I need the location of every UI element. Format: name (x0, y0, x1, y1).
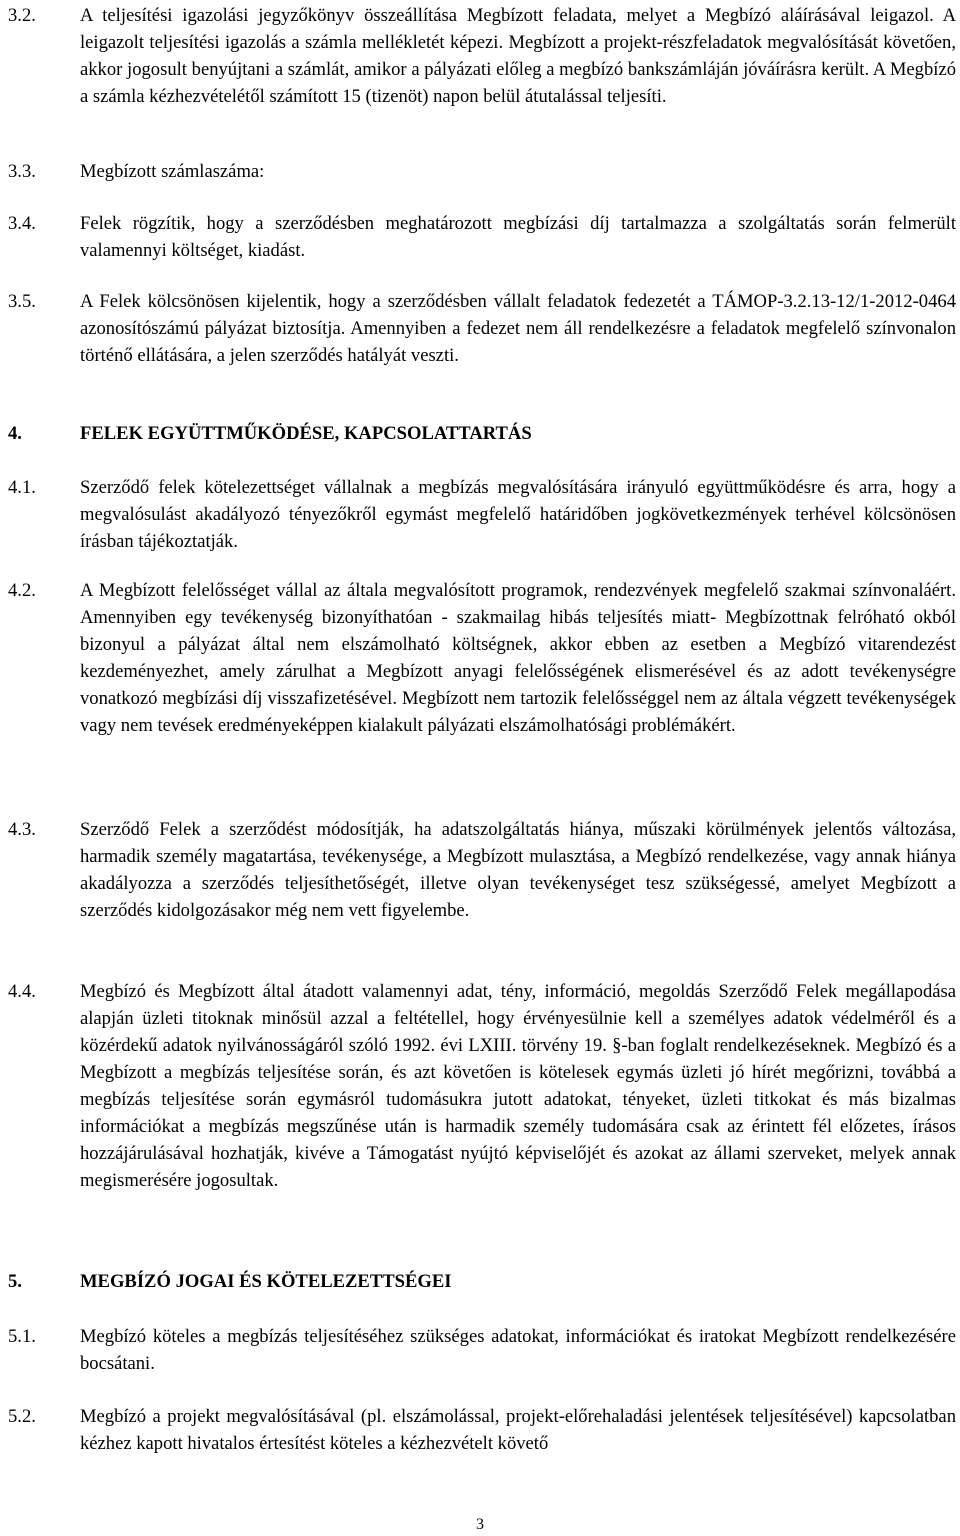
section-3-5 (8, 288, 956, 369)
section-3-3 (8, 158, 956, 185)
heading-5 (8, 1268, 956, 1295)
section-number: 4.2. (8, 580, 36, 601)
section-text: A teljesítési igazolási jegyzőkönyv összeállítása Megbízott feladata, melyet a Megbízó aláírásával leigazol. A leigazolt teljesítési igazolás a számla mellékletét képezi. Megbízott a projekt-részfeladatok megvalósítását követően, akkor jogosult benyújtani a számlát, amikor a pályázati előleg a megbízó bankszámláján jóváírásra került. A Megbízó a számla kézhezvételétől számított 15 (tizenöt) napon belül átutalással teljesíti. (80, 5, 956, 107)
section-text: A Felek kölcsönösen kijelentik, hogy a szerződésben vállalt feladatok fedezetét a TÁMOP-3.2.13-12/1-2012-0464 azonosítószámú pályázat biztosítja. Amennyiben a fedezet nem áll rendelkezésre a feladatok megfelelő színvonalon történő ellátására, a jelen szerződés hatályát veszti. (80, 291, 956, 366)
section-number: 4.4. (8, 981, 36, 1002)
section-3-4 (8, 210, 956, 264)
section-4-3 (8, 816, 956, 924)
section-number: 3.5. (8, 291, 36, 312)
section-number: 4.3. (8, 819, 36, 840)
heading-4 (8, 420, 956, 447)
section-text: A Megbízott felelősséget vállal az általa megvalósított programok, rendezvények megfelelő szakmai színvonaláért. Amennyiben egy tevékenység bizonyíthatóan - szakmailag hibás teljesítés miatt- Megbízottnak felróható okból bizonyul a pályázat által nem elszámolható költségnek, akkor ebben az esetben a Megbízó vitarendezést kezdeményezhet, amely zárulhat a Megbízott anyagi felelősségének elismerésével és az adott tevékenységre vonatkozó megbízási díj visszafizetésével. Megbízott nem tartozik felelősséggel nem az általa végzett tevékenységek vagy nem tevések eredményeképpen kialakult pályázati elszámolhatósági problémákért. (80, 580, 956, 736)
heading-number: 5. (8, 1271, 22, 1292)
section-5-2 (8, 1403, 956, 1457)
heading-text: FELEK EGYÜTTMŰKÖDÉSE, KAPCSOLATTARTÁS (80, 423, 532, 444)
section-number: 5.2. (8, 1406, 36, 1427)
section-4-1 (8, 474, 956, 555)
section-text: Szerződő Felek a szerződést módosítják, ha adatszolgáltatás hiánya, műszaki körülmények jelentős változása, harmadik személy magatartása, tevékenysége, a Megbízott mulasztása, a Megbízó rendelkezése, vagy annak hiánya akadályozza a szerződés teljesíthetőségét, illetve olyan tevékenységet tesz szükségessé, amelyet Megbízott a szerződés kidolgozásakor még nem vett figyelembe. (80, 819, 956, 921)
section-text: Felek rögzítik, hogy a szerződésben meghatározott megbízási díj tartalmazza a szolgáltatás során felmerült valamennyi költséget, kiadást. (80, 213, 956, 261)
section-text: Megbízó köteles a megbízás teljesítéséhez szükséges adatokat, információkat és iratokat Megbízott rendelkezésére bocsátani. (80, 1326, 956, 1374)
heading-number: 4. (8, 423, 22, 444)
section-3-2 (8, 2, 956, 110)
section-number: 3.3. (8, 161, 36, 182)
section-number: 5.1. (8, 1326, 36, 1347)
section-text: Szerződő felek kötelezettséget vállalnak a megbízás megvalósítására irányuló együttműködésre és arra, hogy a megvalósulást akadályozó tényezőkről egymást megfelelő határidőben jogkövetkezmények terhével kölcsönösen írásban tájékoztatják. (80, 477, 956, 552)
section-text: Megbízó a projekt megvalósításával (pl. elszámolással, projekt-előrehaladási jelentések teljesítésével) kapcsolatban kézhez kapott hivatalos értesítést köteles a kézhezvételt követő (80, 1406, 956, 1454)
section-number: 3.2. (8, 5, 36, 26)
section-4-2 (8, 577, 956, 739)
page-number: 3 (476, 1516, 484, 1533)
section-text: Megbízó és Megbízott által átadott valamennyi adat, tény, információ, megoldás Szerződő Felek megállapodása alapján üzleti titoknak minősül azzal a feltétellel, hogy érvényesülnie kell a személyes adatok védelméről és a közérdekű adatok nyilvánosságáról szóló 1992. évi LXIII. törvény 19. §-ban foglalt rendelkezéseknek. Megbízó és a Megbízott a megbízás teljesítése során, és azt követően is kötelesek egymás üzleti jó hírét megőrizni, továbbá a megbízás teljesítése során egymásról tudomásukra jutott adatokat, tényeket, üzleti titkokat és más bizalmas információkat a megbízás megszűnése után is harmadik személy tudomására csak az érintett fél előzetes, írásos hozzájárulásával hozhatják, kivéve a Támogatást nyújtó képviselőjét és azokat az állami szerveket, melyek annak megismerésére jogosultak. (80, 981, 956, 1191)
section-number: 4.1. (8, 477, 36, 498)
section-5-1 (8, 1323, 956, 1377)
section-text: Megbízott számlaszáma: (80, 161, 265, 182)
section-4-4 (8, 978, 956, 1194)
section-number: 3.4. (8, 213, 36, 234)
heading-text: MEGBÍZÓ JOGAI ÉS KÖTELEZETTSÉGEI (80, 1271, 452, 1292)
